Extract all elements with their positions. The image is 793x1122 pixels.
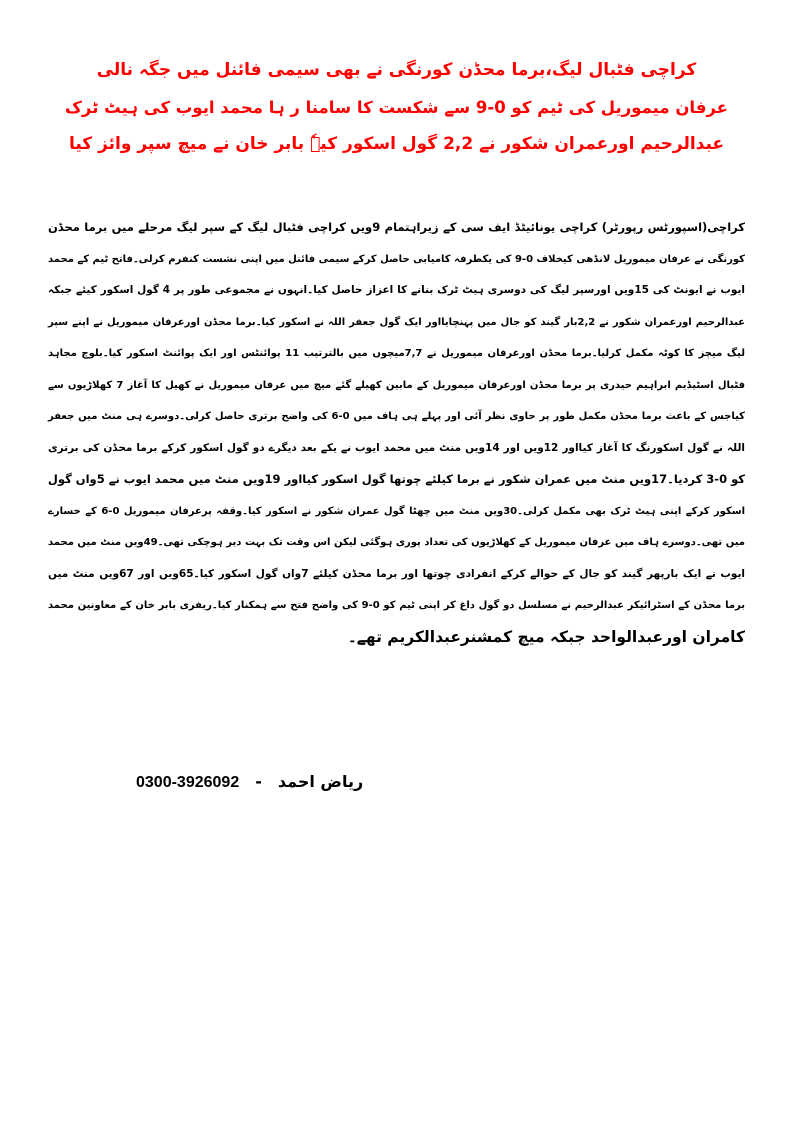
body-line: فٹبال اسٹیڈیم ابراہیم حیدری پر برما محڈن اورعرفان میموریل کے مابین کھیلے گئے میچ میں عرفان میموریل نے کھیل کا آغاز 7 کھلاڑیوں سے (48, 379, 745, 391)
body-line: اسکور کرکے اپنی ہیٹ ٹرک بھی مکمل کرلی۔30ویں منٹ میں چھٹا گول عمران شکور نے اسکور کیا۔وقفہ پرعرفان میموریل 0-6 کے خسارے (48, 505, 745, 517)
byline-separator: - (255, 772, 262, 791)
body-line: کورنگی نے عرفان میموریل لانڈھی کیخلاف 0-9 کی یکطرفہ کامیابی حاصل کرکے سیمی فائنل میں اپنی نشست کنفرم کرلی۔فاتح ٹیم کے محمد (48, 253, 745, 265)
byline (136, 772, 363, 792)
headline-block (60, 52, 733, 163)
body-line: لیگ میچز کا کوٹہ مکمل کرلیا۔برما محڈن اورعرفان میموریل نے 7,7میچوں میں بالترتیب 11 پوائنٹس اور ایک پوائنٹ اسکور کیا۔بلوچ مجاہد (48, 348, 745, 359)
body-line: کراچی(اسپورٹس رپورٹر) کراچی یونائیٹڈ ایف سی کے زیراہتمام 9ویں کراچی فٹبال لیگ کے سپر لیگ مرحلے میں برما محڈن (48, 220, 745, 234)
body-line: عبدالرحیم اورعمران شکور نے 2,2بار گیند کو جال میں پہنچایااور ایک گول جعفر اللہ نے اسکور کیا۔برما محڈن اورعرفان میموریل نے اپنے سپر (48, 316, 745, 328)
body-line: ایوب نے ایونٹ کی 15ویں اورسپر لیگ کی دوسری ہیٹ ٹرک بنانے کا اعزاز حاصل کیا۔انہوں نے مجموعی طور پر 4 گول اسکور کیئے جبکہ (48, 284, 745, 296)
reporter-phone: 0300-3926092 (136, 774, 240, 791)
body-line: برما محڈن کے اسٹرائیکر عبدالرحیم نے مسلسل دو گول داغ کر اپنی ٹیم کو 0-9 کی واضح فتح سے ہمکنار کیا۔ریفری بابر خان کے معاونین محمد (48, 600, 745, 611)
body-line: کو 0-3 کردیا۔17ویں منٹ میں عمران شکور نے برما کیلئے چوتھا گول اسکور کیااور 19ویں منٹ میں محمد ایوب نے 5واں گول (47, 472, 745, 486)
reporter-name: ریاض احمد (277, 772, 364, 791)
body-line: کیاجس کے باعث برما محڈن مکمل طور پر حاوی نظر آئی اور پہلے ہی ہاف میں 0-6 کی واضح برتری حاصل کرلی۔دوسرے ہی منٹ میں جعفر (48, 411, 745, 422)
headline-line-3: عبدالرحیم اورعمران شکور نے 2,2 گول اسکور کیےٗ بابر خان نے میچ سپر وائز کیا (68, 134, 725, 154)
body-line: کامران اورعبدالواحد جبکہ میچ کمشنرعبدالکریم تھے۔ (347, 627, 745, 646)
body-line: میں تھی۔دوسرے ہاف میں عرفان میموریل کے کھلاڑیوں کی تعداد پوری ہوگئی لیکن اس وقت تک بہت دیر ہوچکی تھی۔49ویں منٹ میں محمد (48, 537, 745, 548)
article-body (48, 212, 745, 653)
headline-line-1: کراچی فٹبال لیگ،برما محڈن کورنگی نے بھی سیمی فائنل میں جگہ نالی (96, 60, 697, 80)
headline-line-2: عرفان میموریل کی ٹیم کو 0-9 سے شکست کا سامنا ر ہا محمد ایوب کی ہیٹ ٹرک (65, 98, 728, 117)
body-line: ایوب نے ایک بارپھر گیند کو جال کے حوالے کرکے انفرادی چوتھا اور برما محڈن کیلئے 7واں گول اسکور کیا۔65ویں اور 67ویں منٹ میں (48, 567, 746, 580)
body-line: اللہ نے گول اسکورنگ کا آغاز کیااور 12ویں اور 14ویں منٹ میں محمد ایوب نے یکے بعد دیگرے دو گول اسکور کرکے برما محڈن کی برتری (48, 441, 745, 454)
